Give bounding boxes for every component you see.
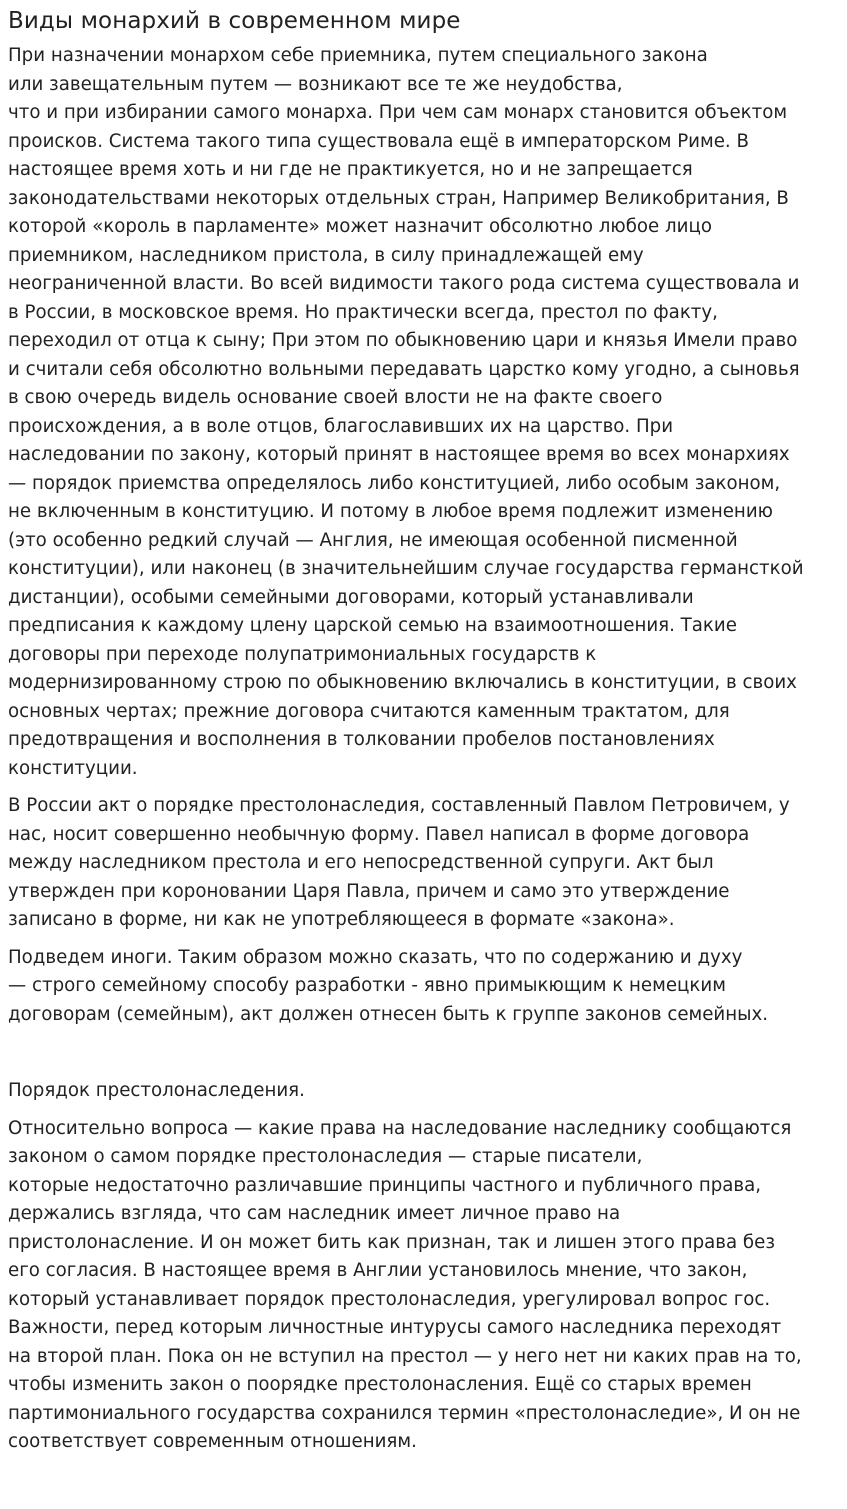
- page-title: Виды монархий в современном мире: [8, 8, 461, 34]
- paragraph-summary: Подведем иноги. Таким образом можно сказать, что по содержанию и духу — строго семейному способу разработки - явно примыкющим к немецким договорам (семейным), акт должен отнесен быть к группе законов семейных.: [8, 946, 769, 1025]
- section-heading: Порядок престолонаследения.: [8, 1080, 305, 1101]
- paragraph-russian-act: В России акт о порядке престолонаследия, составленный Павлом Петровичем, у нас, носит совершенно необычную форму. Павел написал в форме договора между наследником престола и его непосредственной супруги. Акт был утвержден при короновании Царя Павла, причем и само это утверждение записано в форме, ни как не употребляющееся в формате «закона».: [8, 795, 790, 930]
- article: [8, 6, 839, 1457]
- paragraph-succession-by-appointment: При назначении монархом себе приемника, путем специального закона или завещательным путем — возникают все те же неудобства, что и при избирании самого монарха. При чем сам монарх становится объектом происков. Система такого типа существовала ещё в императорском Риме. В настоящее время хоть и ни где не практикуется, но и не запрещается законодательствами некоторых отдельных стран, Например Великобритания, В которой «король в парламенте» может назначит обсолютно любое лицо приемником, наследником пристола, в силу принадлежащей ему неограниченной власти. Во всей видимости такого рода система существовала и в России, в московское время. Но практически всегда, престол по факту, переходил от отца к сыну; При этом по обыкновению цари и князья Имели право и считали себя обсолютно вольными передавать царстко кому угодно, а сыновья в свою очередь видель основание своей влости не на факте своего происхождения, а в воле отцов, благославивших их на царство. При наследовании по закону, который принят в настоящее время во всех монархиях — порядок приемства определялось либо конституцией, либо особым законом, не включенным в конституцию. И потому в любое время подлежит изменению (это особенно редкий случай — Англия, не имеющая особенной писменной конституции), или наконец (в значительнейшим случае государства германсткой дистанции), особыми семейными договорами, который устанавливали предписания к каждому цлену царской семью на взаимоотношения. Такие договоры при переходе полупатримониальных государств к модернизированному строю по обыкновению включались в конституции, в своих основных чертах; прежние договора считаются каменным трактатом, для предотвращения и восполнения в толковании пробелов постановлениях конституции.: [8, 45, 804, 779]
- paragraph-succession-rights: Относительно вопроса — какие права на наследование наследнику сообщаются законом о самом порядке престолонаследия — старые писатели, которые недостаточно различавшие принципы частного и публичного права, держались взгляда, что сам наследник имеет личное право на пристолонасление. И он может бить как признан, так и лишен этого права без его согласия. В настоящее время в Англии установилось мнение, что закон, который устанавливает порядок престолонаследия, урегулировал вопрос гос. Важности, перед которым личностные интурусы самого наследника переходят на второй план. Пока он не вступил на престол — у него нет ни каких прав на то, чтобы изменить закон о поорядке престолонасления. Ещё со старых времен партимониального государства сохранился термин «престолонаследие», И он не соответствует современным отношениям.: [8, 1117, 802, 1452]
- section-spacer: [8, 1038, 839, 1077]
